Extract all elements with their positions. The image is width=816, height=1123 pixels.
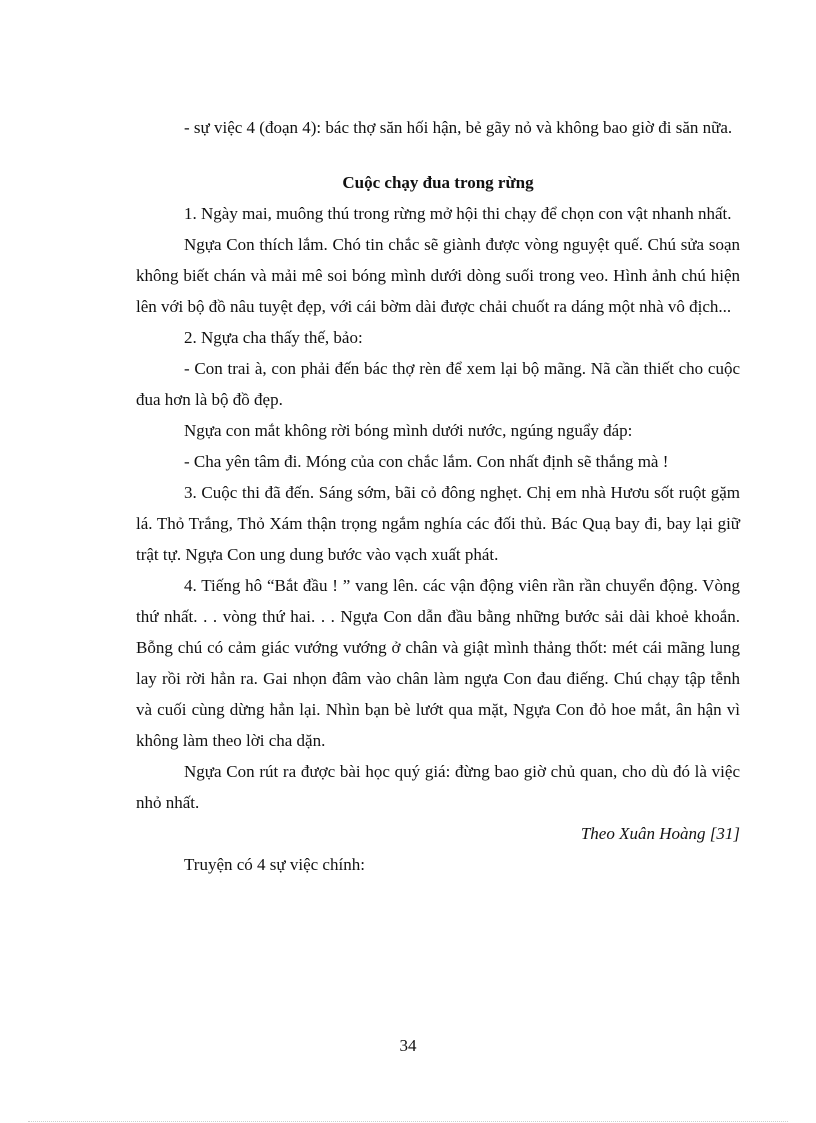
story-paragraph-1: 1. Ngày mai, muông thú trong rừng mở hội thi chạy để chọn con vật nhanh nhất. — [184, 204, 732, 223]
intro-paragraph: - sự việc 4 (đoạn 4): bác thợ săn hối hận, bẻ gãy nỏ và không bao giờ đi săn nữa. — [184, 118, 733, 137]
story-paragraph-2: Ngựa Con thích lắm. Chó tin chắc sẽ giành được vòng nguyệt quế. Chú sửa soạn không biết chán và mải mê soi bóng mình dưới dòng suối trong veo. Hình ảnh chú hiện lên với bộ đồ nâu tuyệt đẹp, với cái bờm dài được chải chuốt ra dáng một nhà vô địch... — [136, 235, 740, 316]
story-paragraph-7: 3. Cuộc thi đã đến. Sáng sớm, bãi cỏ đông nghẹt. Chị em nhà Hươu sốt ruột gặm lá. Thỏ Trắng, Thỏ Xám thận trọng ngắm nghía các đối thủ. Bác Quạ bay đi, bay lại giữ trật tự. Ngựa Con ung dung bước vào vạch xuất phát. — [136, 483, 740, 564]
story-paragraph-4: - Con trai à, con phải đến bác thợ rèn để xem lại bộ mãng. Nã cần thiết cho cuộc đua hơn là bộ đồ đẹp. — [136, 359, 740, 409]
section-spacer — [136, 143, 740, 167]
story-paragraph-5: Ngựa con mắt không rời bóng mình dưới nước, ngúng nguẩy đáp: — [184, 421, 633, 440]
story-title: Cuộc chạy đua trong rừng — [342, 173, 534, 192]
closing-paragraph: Truyện có 4 sự việc chính: — [184, 855, 365, 874]
story-paragraph-3: 2. Ngựa cha thấy thế, bảo: — [184, 328, 363, 347]
story-paragraph-6: - Cha yên tâm đi. Móng của con chắc lắm. Con nhất định sẽ thắng mà ! — [184, 452, 669, 471]
story-paragraph-8: 4. Tiếng hô “Bắt đầu ! ” vang lên. các vận động viên rần rần chuyển động. Vòng thứ nhất. . . vòng thứ hai. . . Ngựa Con dẫn đầu bằng những bước sải dài khoẻ khoắn. Bỗng chú có cảm giác vướng vướng ở chân và giật mình thảng thốt: mét cái mãng lung lay rồi rời hẳn ra. Gai nhọn đâm vào chân làm ngựa Con đau điếng. Chú chạy tập tễnh và cuối cùng dừng hẳn lại. Nhìn bạn bè lướt qua mặt, Ngựa Con đỏ hoe mắt, ân hận vì không làm theo lời cha dặn. — [136, 576, 740, 750]
page-number: 34 — [399, 1036, 417, 1055]
story-paragraph-9: Ngựa Con rút ra được bài học quý giá: đừng bao giờ chủ quan, cho dù đó là việc nhỏ nhất. — [136, 762, 740, 812]
page-content — [136, 112, 740, 880]
source-citation: Theo Xuân Hoàng [31] — [580, 824, 740, 843]
page-bottom-divider — [28, 1121, 788, 1122]
